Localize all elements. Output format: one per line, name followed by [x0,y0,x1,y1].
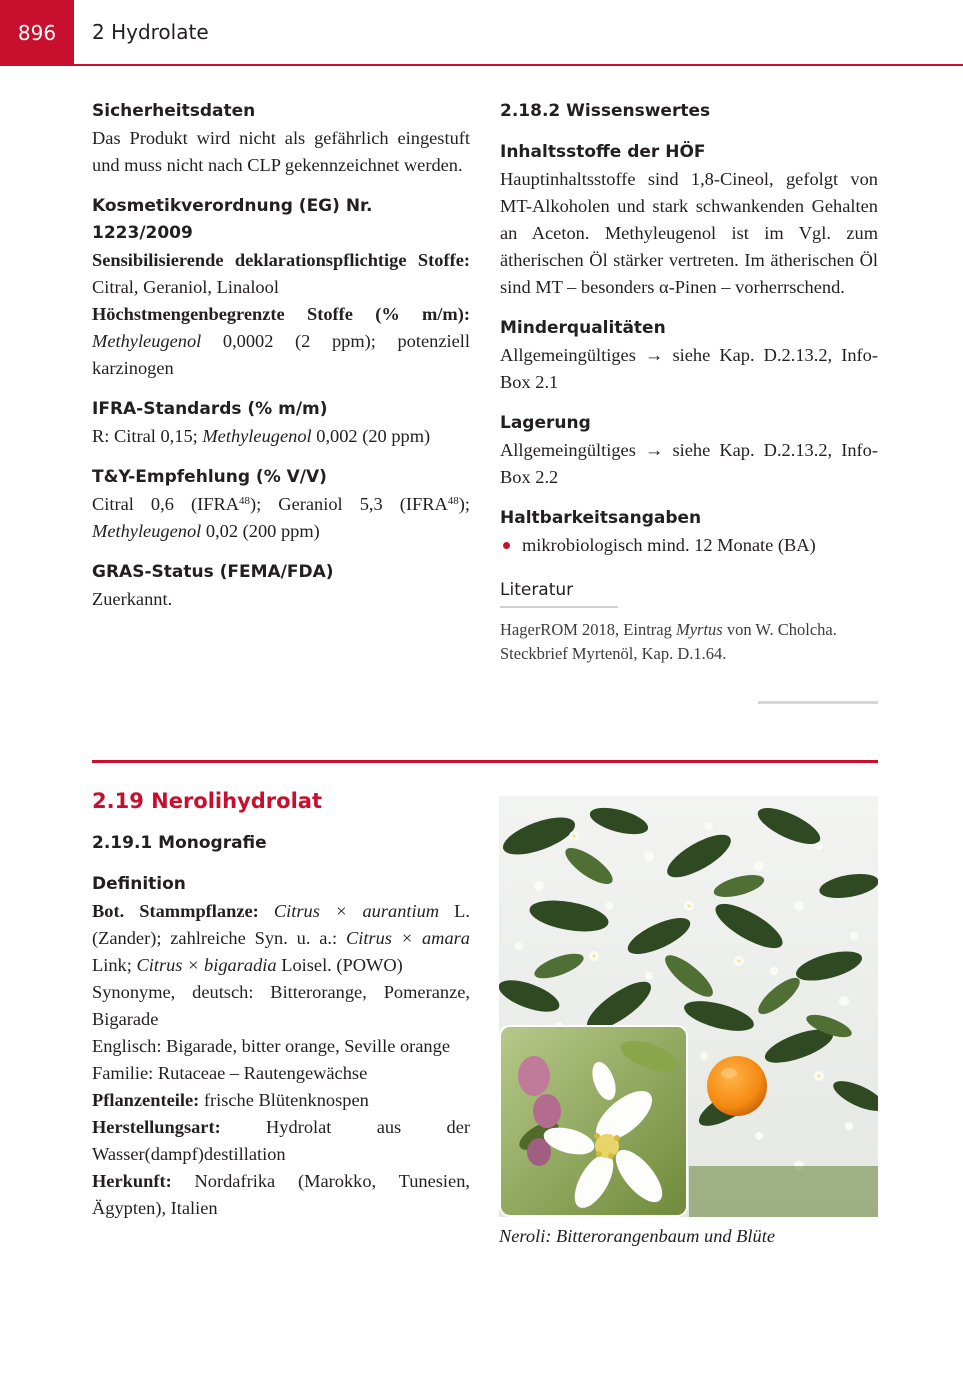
shelf-life-item [500,532,878,559]
botanical-text-1: L. (Zander); zahlreiche Syn. u. a.: [92,901,471,948]
ifra-prefix: R: Citral 0,15; [92,426,198,446]
plant-parts [92,1087,470,1114]
literature-list [500,618,878,666]
contents-text-before: Hauptinhaltsstoffe sind 1,8-Cineol, gefolgt von MT-Alkoholen und stark schwankenden Gehalten an Aceton. Methyleugenol ist im Vgl. zum ätherischen Öl stärker vertreten. Im ätherischen Öl sind MT – besonders [500,169,878,297]
shelf-life-heading: Haltbarkeitsangaben [500,508,702,528]
production-method [92,1114,470,1168]
synonyms-english: Englisch: Bigarade, bitter orange, Seville orange [92,1036,450,1056]
sensitizing-label: Sensibilisierende deklarationspflichtige Stoffe: [92,250,470,270]
literature-end-rule [758,701,878,704]
origin-value: Nordafrika (Marokko, Tunesien, Ägypten), Italien [92,1171,470,1218]
ifra-value: 0,002 (20 ppm) [316,426,431,446]
running-header: 2 Hydrolate [92,20,209,44]
sensitizing-substances [92,247,470,301]
section-title-2-19: 2.19 Nerolihydrolat [92,789,322,813]
neroli-photo [499,796,878,1217]
botanical-text-2: Link; [92,955,137,975]
storage-text: Allgemeingültiges → siehe Kap. D.2.13.2, Info-Box 2.2 [500,440,878,487]
production-label: Herstellungsart: [92,1117,221,1137]
shelf-life-text: mikrobiologisch mind. 12 Monate (BA) [522,535,816,555]
plant-parts-value: frische Blütenknospen [199,1090,369,1110]
ty-footnote-2: 48 [447,495,459,507]
contents-text-after: -Pinen – vorherrschend. [668,277,845,297]
page-number: 896 [0,0,74,66]
origin-label: Herkunft: [92,1171,172,1191]
section-heading-2-18-2: 2.18.2 Wissenswertes [500,101,711,121]
inferior-text: Allgemeingültiges → siehe Kap. D.2.13.2, Info-Box 2.1 [500,345,878,392]
contents-text [500,166,878,301]
production-value: Hydrolat aus der Wasser(dampf)destillation [92,1117,470,1164]
literature-heading: Literatur [500,577,618,608]
botanical-label: Bot. Stammpflanze: [92,901,259,921]
photo-caption: Neroli: Bitterorangenbaum und Blüte [499,1226,775,1246]
section-heading-2-19-1: 2.19.1 Monografie [92,833,267,853]
contents-heading: Inhaltsstoffe der HÖF [500,142,706,162]
max-substance: Methyleugenol [92,331,202,351]
species-1: Citrus × aurantium [273,901,440,921]
origin [92,1168,470,1222]
gras-text: Zuerkannt. [92,589,173,609]
left-column [92,98,470,613]
species-3: Citrus × bigaradia [136,955,277,975]
ifra-heading: IFRA-Standards (% m/m) [92,399,328,419]
ifra-substance: Methyleugenol [202,426,312,446]
max-label: Höchstmengenbegrenzte Stoffe (% m/m): [92,304,470,324]
header-rule [74,64,963,66]
ty-geraniol: ); Geraniol 5,3 (IFRA [250,494,448,514]
ty-text [92,491,470,545]
botanical-parent [92,898,470,979]
storage-heading: Lagerung [500,413,591,433]
ty-substance: Methyleugenol [92,521,202,541]
plant-parts-label: Pflanzenteile: [92,1090,200,1110]
ty-footnote-1: 48 [239,495,251,507]
ty-sep: ); [458,494,470,514]
section-rule [92,760,878,763]
max-value: 0,0002 (2 ppm); potenziell karzinogen [92,331,470,378]
ty-citral: Citral 0,6 (IFRA [92,494,240,514]
max-concentration [92,301,470,382]
literature-entry-2: Steckbrief Myrtenöl, Kap. D.1.64. [500,644,727,663]
safety-heading: Sicherheitsdaten [92,101,256,121]
literature-entry-1-italic: Myrtus [675,620,723,639]
cosmetics-heading: Kosmetikverordnung (EG) Nr. 1223/2009 [92,196,373,243]
plant-family: Familie: Rutaceae – Rautengewächse [92,1063,368,1083]
alpha-symbol: α [659,277,669,297]
neroli-column [92,786,470,1222]
bullet-icon [503,542,510,549]
sensitizing-value: Citral, Geraniol, Linalool [92,277,279,297]
ty-value: 0,02 (200 ppm) [205,521,320,541]
definition-heading: Definition [92,874,186,894]
gras-heading: GRAS-Status (FEMA/FDA) [92,562,334,582]
ifra-text [92,423,470,450]
safety-text: Das Produkt wird nicht als gefährlich eingestuft und muss nicht nach CLP gekennzeichnet werden. [92,128,470,175]
right-column [500,98,878,666]
ty-heading: T&Y-Empfehlung (% V/V) [92,467,327,487]
botanical-text-3: Loisel. (POWO) [276,955,403,975]
synonyms-german: Synonyme, deutsch: Bitterorange, Pomeranze, Bigarade [92,982,470,1029]
literature-entry-1-after: von W. Cholcha. [722,620,837,639]
literature-entry-1-before: HagerROM 2018, Eintrag [500,620,676,639]
literature-entry-1 [500,618,878,642]
species-2: Citrus × amara [345,928,470,948]
inferior-heading: Minderqualitäten [500,318,666,338]
